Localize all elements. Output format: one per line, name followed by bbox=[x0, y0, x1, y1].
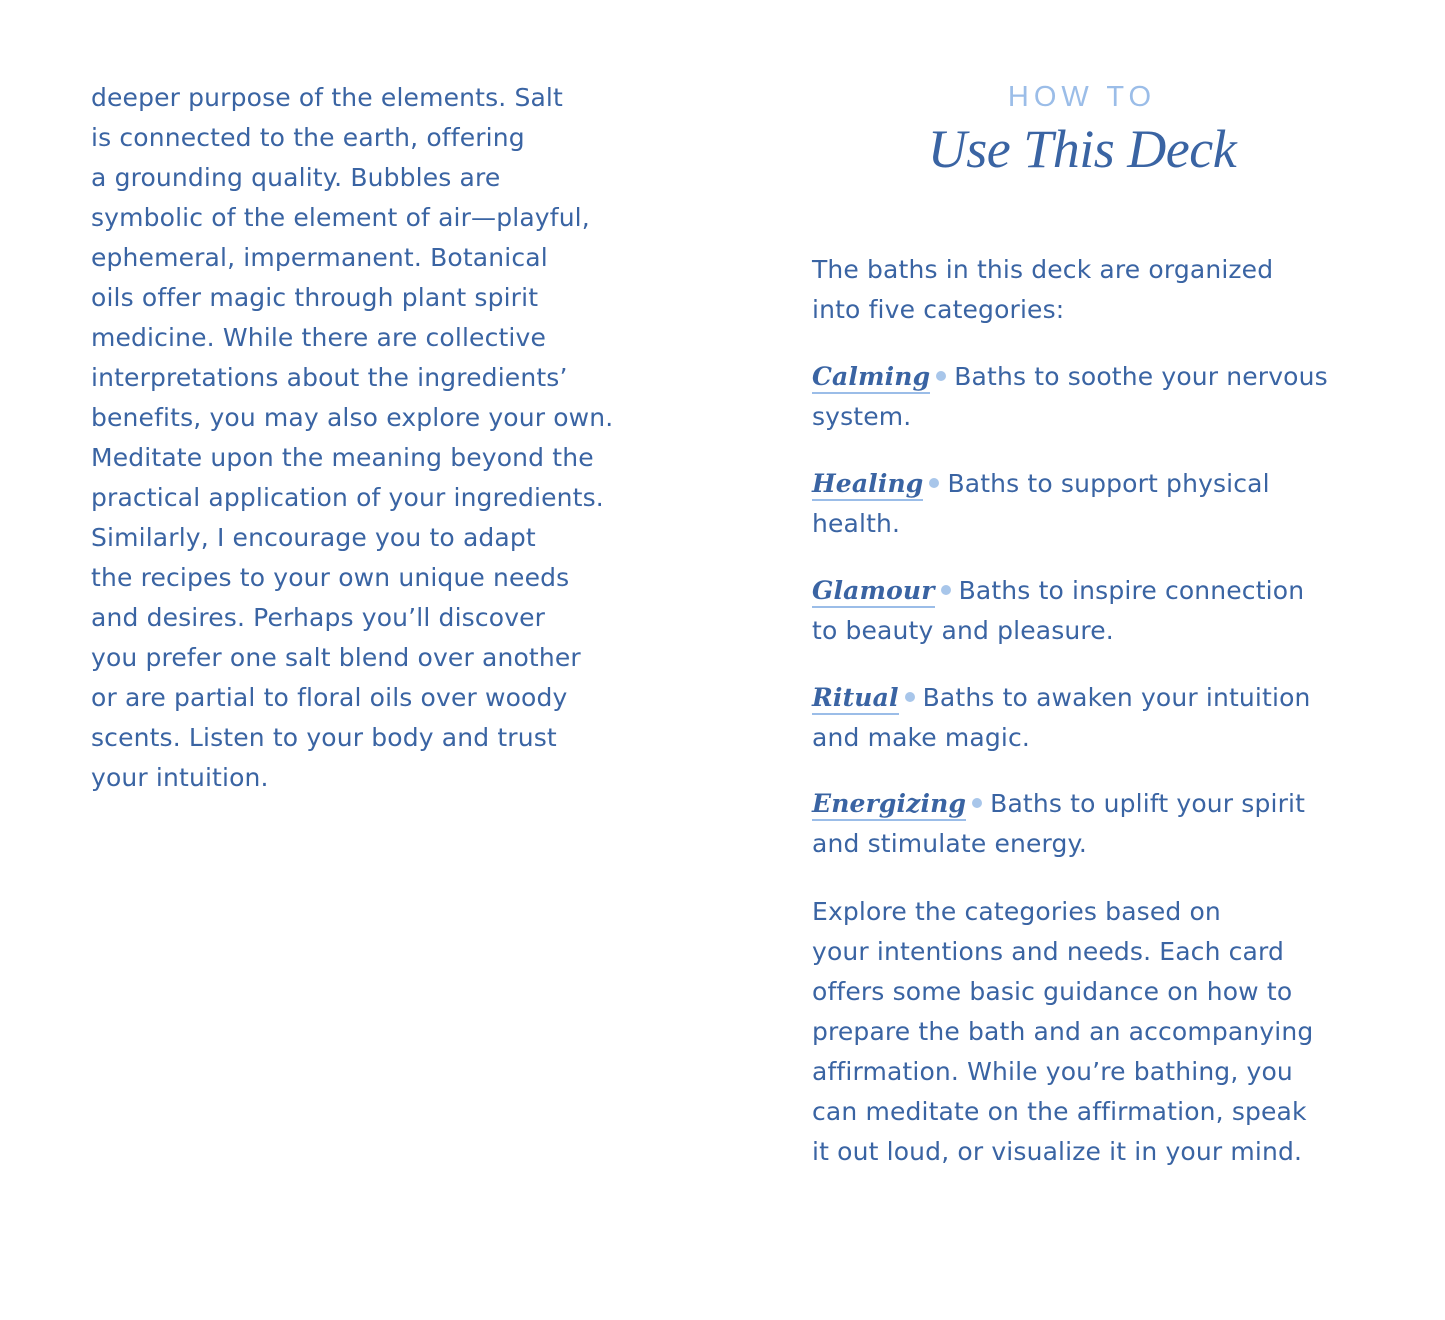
body-text-line: ephemeral, impermanent. Botanical bbox=[91, 243, 548, 272]
category-energizing bbox=[812, 784, 1372, 864]
bullet-dot-icon bbox=[929, 478, 939, 488]
page-title: Use This Deck bbox=[927, 119, 1237, 179]
body-text-line: interpretations about the ingredients’ bbox=[91, 363, 568, 392]
outro-paragraph bbox=[812, 892, 1372, 1172]
category-description: Baths to soothe your nervous bbox=[954, 362, 1328, 391]
section-eyebrow: HOW TO bbox=[1007, 81, 1157, 113]
body-text-line: Meditate upon the meaning beyond the bbox=[91, 443, 594, 472]
body-text-line: scents. Listen to your body and trust bbox=[91, 723, 557, 752]
category-healing bbox=[812, 464, 1372, 544]
outro-line: can meditate on the affirmation, speak bbox=[812, 1097, 1307, 1126]
bullet-dot-icon bbox=[905, 692, 915, 702]
category-name: Ritual bbox=[812, 683, 899, 715]
category-description-continued: health. bbox=[812, 509, 901, 538]
body-text-line: symbolic of the element of air—playful, bbox=[91, 203, 590, 232]
intro-paragraph bbox=[812, 250, 1372, 330]
body-text-line: the recipes to your own unique needs bbox=[91, 563, 570, 592]
body-text-line: oils offer magic through plant spirit bbox=[91, 283, 539, 312]
bullet-dot-icon bbox=[941, 585, 951, 595]
category-description-continued: and stimulate energy. bbox=[812, 829, 1087, 858]
body-text-line: benefits, you may also explore your own. bbox=[91, 403, 614, 432]
category-name: Glamour bbox=[812, 576, 935, 608]
body-text-line: Similarly, I encourage you to adapt bbox=[91, 523, 536, 552]
body-text-line: medicine. While there are collective bbox=[91, 323, 546, 352]
bullet-dot-icon bbox=[972, 798, 982, 808]
body-text-line: is connected to the earth, offering bbox=[91, 123, 525, 152]
category-description: Baths to support physical bbox=[947, 469, 1270, 498]
category-glamour bbox=[812, 571, 1372, 651]
intro-line: The baths in this deck are organized bbox=[812, 255, 1274, 284]
bullet-dot-icon bbox=[936, 371, 946, 381]
category-name: Healing bbox=[812, 469, 923, 501]
body-text-line: deeper purpose of the elements. Salt bbox=[91, 83, 563, 112]
left-page-body bbox=[91, 78, 651, 798]
outro-line: Explore the categories based on bbox=[812, 897, 1221, 926]
body-text-line: your intuition. bbox=[91, 763, 269, 792]
category-name: Energizing bbox=[812, 789, 966, 821]
outro-line: prepare the bath and an accompanying bbox=[812, 1017, 1314, 1046]
outro-line: your intentions and needs. Each card bbox=[812, 937, 1285, 966]
category-description-continued: to beauty and pleasure. bbox=[812, 616, 1114, 645]
body-text-line: you prefer one salt blend over another bbox=[91, 643, 581, 672]
category-description: Baths to awaken your intuition bbox=[922, 683, 1311, 712]
outro-line: offers some basic guidance on how to bbox=[812, 977, 1293, 1006]
category-name: Calming bbox=[812, 362, 930, 394]
body-text-line: and desires. Perhaps you’ll discover bbox=[91, 603, 546, 632]
body-text-line: practical application of your ingredients. bbox=[91, 483, 604, 512]
outro-line: it out loud, or visualize it in your mind. bbox=[812, 1137, 1303, 1166]
intro-line: into five categories: bbox=[812, 295, 1065, 324]
category-ritual bbox=[812, 678, 1372, 758]
category-description-continued: and make magic. bbox=[812, 723, 1030, 752]
body-text-line: or are partial to floral oils over woody bbox=[91, 683, 568, 712]
category-calming bbox=[812, 357, 1372, 437]
category-description-continued: system. bbox=[812, 402, 912, 431]
category-description: Baths to uplift your spirit bbox=[990, 789, 1306, 818]
body-text-line: a grounding quality. Bubbles are bbox=[91, 163, 501, 192]
outro-line: affirmation. While you’re bathing, you bbox=[812, 1057, 1293, 1086]
category-description: Baths to inspire connection bbox=[958, 576, 1305, 605]
